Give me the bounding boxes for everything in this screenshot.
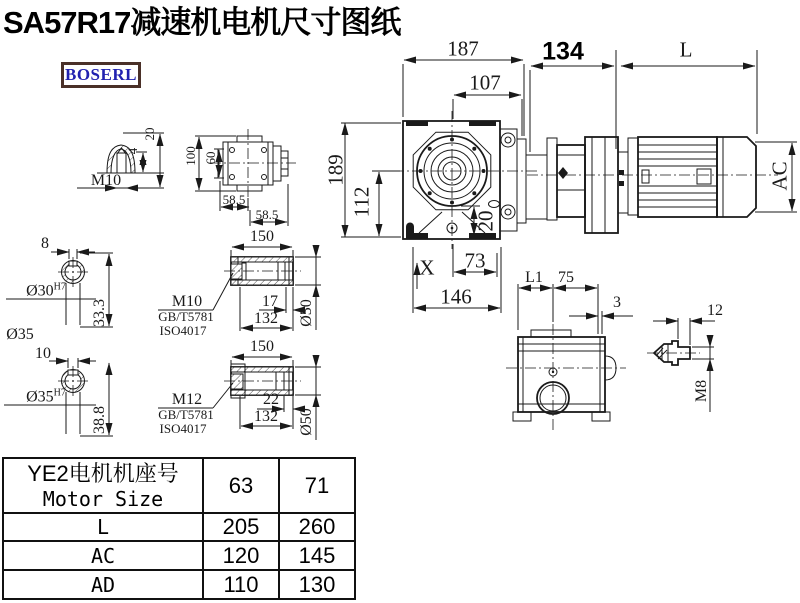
bore35-depth-label: 38.8	[91, 406, 108, 434]
table-row-L	[3, 513, 355, 541]
shaft1-dim-17-label: 17	[262, 293, 278, 310]
bore30-depth-label: 33.3	[91, 299, 108, 327]
dim-112-label: 112	[349, 186, 374, 218]
shaft1-od-label: Ø50	[298, 299, 315, 327]
dim-187-label: 187	[447, 36, 479, 61]
shaft2-thread-label: M12	[171, 391, 203, 408]
row-label-AD: AD	[3, 570, 203, 599]
dim-20-label: 20	[473, 210, 498, 232]
motor-size-table	[2, 457, 356, 600]
value-AC-63: 120	[203, 541, 279, 570]
table-row-AC	[3, 541, 355, 570]
shaft2-std2-label: ISO4017	[159, 421, 207, 436]
top-dim-100-label: 100	[183, 146, 198, 166]
dim-189-label: 189	[323, 154, 348, 186]
table-header-row	[3, 458, 355, 513]
row-label-AC: AC	[3, 541, 203, 570]
motor-cooling-fins	[638, 145, 717, 207]
shaft2-dim-22-label: 22	[263, 391, 279, 408]
dim-107-label: 107	[469, 70, 501, 95]
bolt-dim-12-label: 12	[707, 302, 723, 319]
dim-73-label: 73	[464, 248, 486, 273]
motor-size-71: 71	[279, 458, 355, 513]
shaft2-od-label: Ø50	[298, 408, 315, 436]
row-label-L: L	[3, 513, 203, 541]
page-title: SA57R17减速机电机尺寸图纸	[3, 5, 401, 40]
table-row-AD	[3, 570, 355, 599]
plug-m10-label: M10	[90, 172, 122, 189]
shaft1-thread-label: M10	[171, 293, 203, 310]
shaft1-dim-132-label: 132	[254, 310, 278, 327]
value-AD-63: 110	[203, 570, 279, 599]
table-header-cell	[3, 458, 203, 513]
shaft1-dim-150-label: 150	[250, 228, 274, 245]
value-L-71: 260	[279, 513, 355, 541]
gearbox-top-view-drawing	[195, 129, 296, 226]
rear-dim-75-label: 75	[558, 269, 574, 286]
bore35-label: $Ø35^{H7}$	[26, 387, 66, 406]
value-AD-71: 130	[279, 570, 355, 599]
plug-dim-4-label: 4	[125, 147, 140, 155]
rear-dim-3-label: 3	[613, 294, 621, 311]
bolt-thread-label: M8	[693, 379, 710, 403]
main-assembly-drawing	[393, 111, 778, 249]
top-dim-585b-label: 58.5	[255, 207, 279, 222]
dim-L-label: L	[679, 37, 693, 62]
motor-size-63: 63	[203, 458, 279, 513]
top-dim-60-label: 60	[203, 151, 218, 165]
brand-logo: BOSERL	[61, 62, 141, 88]
dim-146-label: 146	[440, 284, 472, 309]
shaft1-std2-label: ISO4017	[159, 323, 207, 338]
dim-134-label: 134	[542, 37, 584, 66]
bore30-label: $Ø30^{H7}$	[26, 281, 66, 300]
shaft2-std1-label: GB/T5781	[158, 407, 214, 422]
bore35-keyway-label: 10	[35, 345, 51, 362]
oil-plug	[406, 223, 414, 240]
dim-AC-label: AC	[767, 161, 792, 191]
value-L-63: 205	[203, 513, 279, 541]
top-dim-585a-label: 58.5	[222, 192, 246, 207]
x-marker-label: X	[419, 255, 435, 280]
plug-dim-20-label: 20	[142, 127, 157, 141]
shaft1-std1-label: GB/T5781	[158, 309, 214, 324]
bore30-keyway-label: 8	[41, 235, 49, 252]
table-header-cn: YE2电机机座号	[27, 460, 179, 486]
value-AC-71: 145	[279, 541, 355, 570]
shaft2-dim-132-label: 132	[254, 408, 278, 425]
shaft2-dim-150-label: 150	[250, 338, 274, 355]
rear-dim-L1-label: L1	[525, 269, 543, 286]
shaft-od-label: Ø35	[6, 326, 34, 343]
table-header-en: Motor Size	[42, 486, 164, 511]
